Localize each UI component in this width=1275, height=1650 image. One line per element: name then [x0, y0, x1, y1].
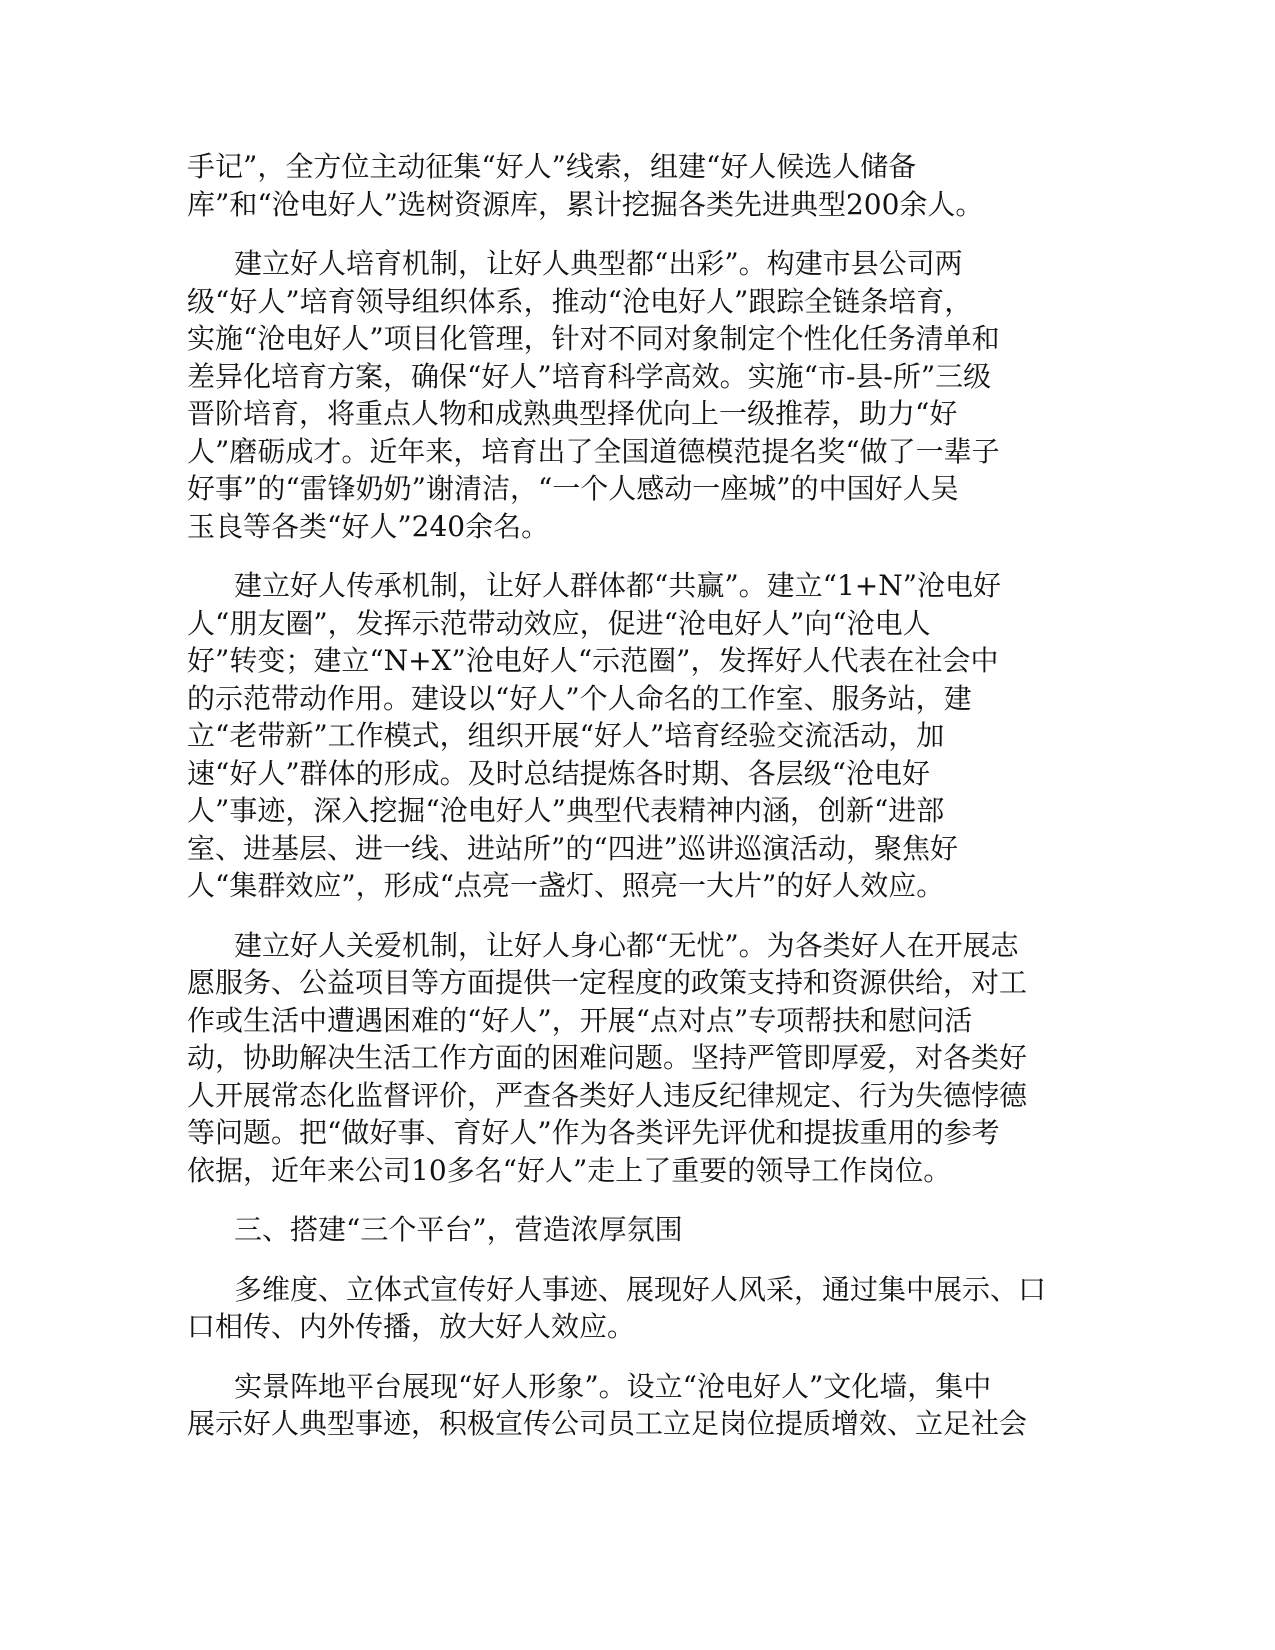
- text-line: 差异化培育方案，确保“好人”培育科学高效。实施“市-县-所”三级: [187, 359, 992, 393]
- text-line: 实景阵地平台展现“好人形象”。设立“沧电好人”文化墙，集中: [234, 1369, 992, 1403]
- text-line: 依据，近年来公司10多名“好人”走上了重要的领导工作岗位。: [187, 1153, 952, 1187]
- text-line: 好事”的“雷锋奶奶”谢清洁，“一个人感动一座城”的中国好人吴: [187, 472, 959, 505]
- paragraph-6: [187, 1271, 1087, 1346]
- paragraph-3: [187, 567, 1087, 905]
- text-line: 级“好人”培育领导组织体系，推动“沧电好人”跟踪全链条培育，: [187, 284, 973, 318]
- text-line: 人“集群效应”，形成“点亮一盏灯、照亮一大片”的好人效应。: [187, 869, 945, 902]
- text-line: 人”磨砺成才。近年来，培育出了全国道德模范提名奖“做了一辈子: [187, 434, 1000, 468]
- text-line: 速“好人”群体的形成。及时总结提炼各时期、各层级“沧电好: [187, 756, 930, 790]
- paragraph-7: [187, 1368, 1087, 1443]
- text-line: 建立好人培育机制，让好人典型都“出彩”。构建市县公司两: [234, 247, 963, 280]
- text-line: 口相传、内外传播，放大好人效应。: [187, 1310, 636, 1343]
- text-line: 好”转变；建立“N+X”沧电好人“示范圈”，发挥好人代表在社会中: [187, 644, 999, 677]
- text-line: 等问题。把“做好事、育好人”作为各类评先评优和提拔重用的参考: [187, 1116, 1000, 1149]
- text-line: 室、进基层、进一线、进站所”的“四进”巡讲巡演活动，聚焦好: [187, 831, 958, 865]
- text-line: 建立好人关爱机制，让好人身心都“无忧”。为各类好人在开展志: [234, 928, 1019, 962]
- text-line: 玉良等各类“好人”240余名。: [187, 509, 550, 543]
- text-line: 库”和“沧电好人”选树资源库，累计挖掘各类先进典型200余人。: [187, 187, 984, 221]
- text-line: 建立好人传承机制，让好人群体都“共赢”。建立“1+N”沧电好: [234, 569, 1002, 602]
- section-heading: [187, 1211, 1087, 1249]
- heading-line: 三、搭建“三个平台”，营造浓厚氛围: [234, 1213, 683, 1246]
- text-line: 人”事迹，深入挖掘“沧电好人”典型代表精神内涵，创新“进部: [187, 794, 945, 827]
- paragraph-2: [187, 245, 1087, 545]
- text-line: 立“老带新”工作模式，组织开展“好人”培育经验交流活动，加: [187, 719, 945, 752]
- text-line: 的示范带动作用。建设以“好人”个人命名的工作室、服务站，建: [187, 681, 972, 715]
- text-line: 作或生活中遭遇困难的“好人”，开展“点对点”专项帮扶和慰问活: [187, 1003, 973, 1037]
- text-line: 多维度、立体式宣传好人事迹、展现好人风采，通过集中展示、口: [234, 1272, 1047, 1306]
- text-line: 实施“沧电好人”项目化管理，针对不同对象制定个性化任务清单和: [187, 322, 1000, 355]
- text-line: 人开展常态化监督评价，严查各类好人违反纪律规定、行为失德悖德: [187, 1078, 1028, 1112]
- text-line: 展示好人典型事迹，积极宣传公司员工立足岗位提质增效、立足社会: [187, 1407, 1028, 1440]
- text-line: 晋阶培育，将重点人物和成熟典型择优向上一级推荐，助力“好: [187, 397, 958, 430]
- paragraph-4: [187, 927, 1087, 1190]
- text-line: 人“朋友圈”，发挥示范带动效应，促进“沧电好人”向“沧电人: [187, 606, 931, 640]
- text-line: 愿服务、公益项目等方面提供一定程度的政策支持和资源供给，对工: [187, 966, 1028, 999]
- text-line: 动，协助解决生活工作方面的困难问题。坚持严管即厚爱，对各类好: [187, 1041, 1028, 1074]
- text-line: 手记”，全方位主动征集“好人”线索，组建“好人候选人储备: [187, 150, 917, 183]
- paragraph-1: [187, 148, 1087, 223]
- document-body: [187, 148, 1087, 1465]
